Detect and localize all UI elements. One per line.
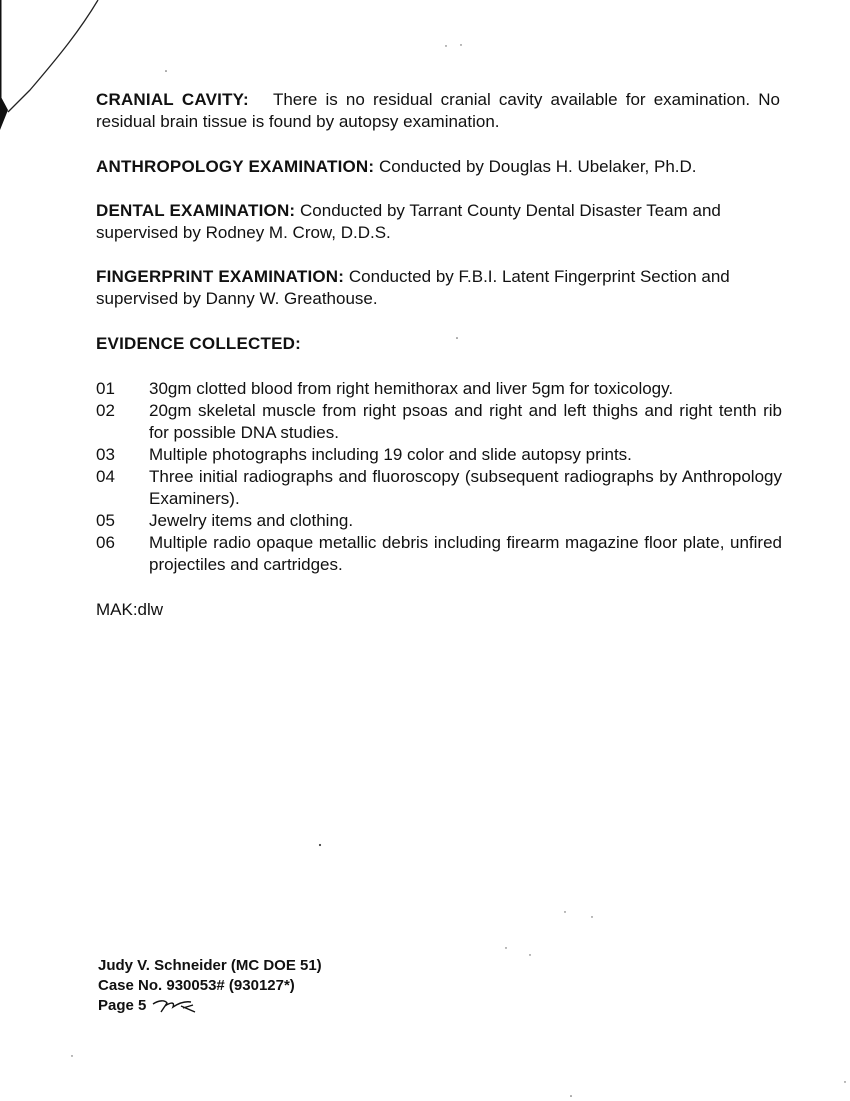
evidence-item-number: 04 xyxy=(96,467,115,486)
handwritten-initials-mark xyxy=(151,996,197,1016)
evidence-item xyxy=(96,444,782,466)
footer-case-number: Case No. 930053# (930127*) xyxy=(98,977,295,994)
fingerprint-text: Conducted by F.B.I. Latent Fingerprint Section and supervised by Danny W. Greathouse. xyxy=(96,267,730,308)
fingerprint-label: FINGERPRINT EXAMINATION: xyxy=(96,267,345,286)
evidence-item-number: 03 xyxy=(96,445,115,464)
evidence-heading: EVIDENCE COLLECTED: xyxy=(96,334,301,353)
corner-pen-mark xyxy=(0,0,110,130)
evidence-item-number: 01 xyxy=(96,379,115,398)
anthropology-section xyxy=(96,156,780,178)
footer-page-line xyxy=(98,996,322,1016)
dental-label: DENTAL EXAMINATION: xyxy=(96,201,296,220)
evidence-item-number: 06 xyxy=(96,533,115,552)
evidence-item-text: 30gm clotted blood from right hemithorax and liver 5gm for toxicology. xyxy=(149,379,674,398)
typist-initials: MAK:dlw xyxy=(96,600,164,619)
evidence-item-number: 02 xyxy=(96,401,115,420)
evidence-item xyxy=(96,466,782,510)
evidence-item-text: Multiple radio opaque metallic debris including firearm magazine floor plate, unfired projectiles and cartridges. xyxy=(149,533,782,574)
evidence-item-text: Three initial radiographs and fluoroscopy (subsequent radiographs by Anthropology Examiners). xyxy=(149,467,782,508)
page-footer xyxy=(98,956,322,1016)
cranial-cavity-label: CRANIAL CAVITY: xyxy=(96,90,249,109)
anthropology-text: Conducted by Douglas H. Ubelaker, Ph.D. xyxy=(379,157,697,176)
evidence-item-text: 20gm skeletal muscle from right psoas and right and left thighs and right tenth rib for possible DNA studies. xyxy=(149,401,782,442)
dental-section xyxy=(96,200,780,244)
evidence-item xyxy=(96,532,782,576)
dental-text: Conducted by Tarrant County Dental Disaster Team and supervised by Rodney M. Crow, D.D.S. xyxy=(96,201,721,242)
evidence-item xyxy=(96,400,782,444)
footer-name: Judy V. Schneider (MC DOE 51) xyxy=(98,957,322,974)
evidence-item-text: Jewelry items and clothing. xyxy=(149,511,354,530)
evidence-item xyxy=(96,378,782,400)
evidence-item-text: Multiple photographs including 19 color and slide autopsy prints. xyxy=(149,445,632,464)
anthropology-label: ANTHROPOLOGY EXAMINATION: xyxy=(96,157,375,176)
cranial-cavity-section xyxy=(96,89,780,133)
cranial-cavity-text: There is no residual cranial cavity available for examination. No residual brain tissue is found by autopsy examination. xyxy=(96,90,780,131)
fingerprint-section xyxy=(96,266,780,310)
evidence-list xyxy=(96,378,782,576)
evidence-item xyxy=(96,510,782,532)
footer-page-number: Page 5 xyxy=(98,997,147,1014)
evidence-item-number: 05 xyxy=(96,511,115,530)
